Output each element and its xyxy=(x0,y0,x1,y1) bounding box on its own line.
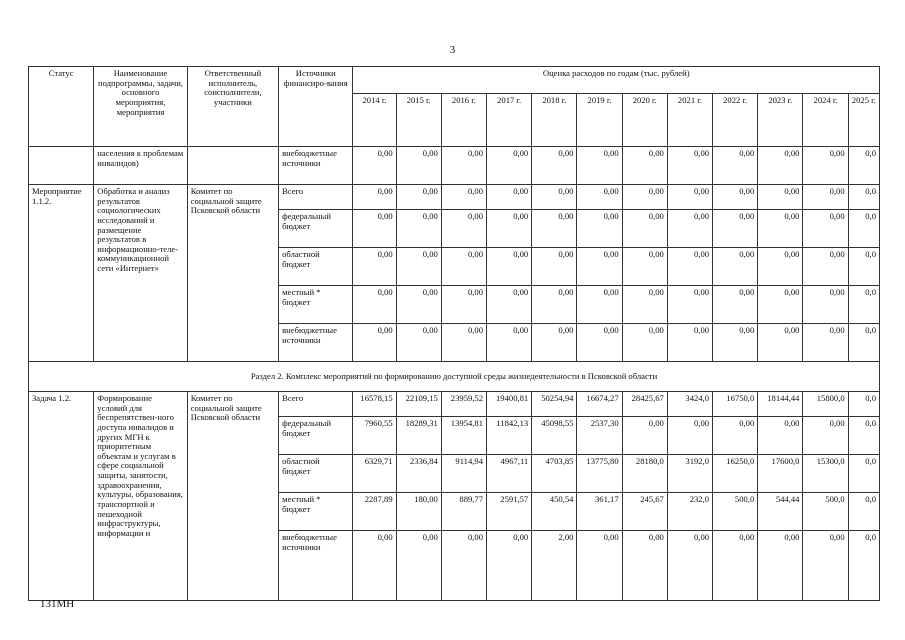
value-cell: 16578,15 xyxy=(353,392,396,417)
name-cell: населения к проблемам инвалидов) xyxy=(94,147,187,185)
executor-cell xyxy=(187,147,278,185)
value-cell: 0,00 xyxy=(441,286,486,324)
value-cell: 9114,94 xyxy=(441,455,486,493)
value-cell: 2287,89 xyxy=(353,493,396,531)
header-estimate: Оценка расходов по годам (тыс. рублей) xyxy=(353,67,880,94)
value-cell: 0,00 xyxy=(353,248,396,286)
year-header: 2019 г. xyxy=(577,94,622,147)
value-cell: 0,00 xyxy=(758,147,803,185)
value-cell: 0,00 xyxy=(353,147,396,185)
value-cell: 0,00 xyxy=(713,531,758,601)
executor-cell: Комитет по социальной защите Псковской области xyxy=(187,185,278,362)
value-cell: 0,00 xyxy=(396,286,441,324)
value-cell: 0,00 xyxy=(577,324,622,362)
value-cell: 0,00 xyxy=(441,147,486,185)
value-cell: 15300,0 xyxy=(803,455,848,493)
value-cell: 889,77 xyxy=(441,493,486,531)
value-cell: 4967,11 xyxy=(487,455,532,493)
year-header: 2025 г. xyxy=(848,94,879,147)
value-cell: 0,0 xyxy=(848,210,879,248)
table-row xyxy=(29,392,880,417)
source-cell: федеральный бюджет xyxy=(279,417,353,455)
value-cell: 0,00 xyxy=(577,185,622,210)
value-cell: 0,00 xyxy=(758,248,803,286)
value-cell: 0,00 xyxy=(622,248,667,286)
value-cell: 0,00 xyxy=(713,185,758,210)
value-cell: 2591,57 xyxy=(487,493,532,531)
value-cell: 0,00 xyxy=(758,286,803,324)
source-cell: областной бюджет xyxy=(279,455,353,493)
value-cell: 0,00 xyxy=(758,185,803,210)
value-cell: 13775,80 xyxy=(577,455,622,493)
value-cell: 4703,85 xyxy=(532,455,577,493)
value-cell: 0,00 xyxy=(577,286,622,324)
source-cell: внебюджетные источники xyxy=(279,324,353,362)
value-cell: 11842,13 xyxy=(487,417,532,455)
source-cell: областной бюджет xyxy=(279,248,353,286)
value-cell: 3192,0 xyxy=(667,455,712,493)
year-header: 2015 г. xyxy=(396,94,441,147)
source-cell: Всего xyxy=(279,392,353,417)
value-cell: 0,00 xyxy=(667,185,712,210)
value-cell: 22109,15 xyxy=(396,392,441,417)
value-cell: 232,0 xyxy=(667,493,712,531)
value-cell: 0,00 xyxy=(353,210,396,248)
value-cell: 0,00 xyxy=(577,531,622,601)
value-cell: 0,00 xyxy=(532,248,577,286)
year-header: 2014 г. xyxy=(353,94,396,147)
value-cell: 15800,0 xyxy=(803,392,848,417)
value-cell: 0,00 xyxy=(622,531,667,601)
year-header: 2023 г. xyxy=(758,94,803,147)
value-cell: 0,0 xyxy=(848,185,879,210)
value-cell: 23959,52 xyxy=(441,392,486,417)
value-cell: 16250,0 xyxy=(713,455,758,493)
value-cell: 0,00 xyxy=(487,185,532,210)
status-cell: Мероприятие 1.1.2. xyxy=(29,185,94,362)
value-cell: 245,67 xyxy=(622,493,667,531)
value-cell: 0,00 xyxy=(713,324,758,362)
value-cell: 2336,84 xyxy=(396,455,441,493)
value-cell: 0,00 xyxy=(396,147,441,185)
value-cell: 0,00 xyxy=(396,210,441,248)
value-cell: 7960,55 xyxy=(353,417,396,455)
value-cell: 0,00 xyxy=(396,324,441,362)
value-cell: 500,0 xyxy=(803,493,848,531)
value-cell: 2537,30 xyxy=(577,417,622,455)
value-cell: 3424,0 xyxy=(667,392,712,417)
value-cell: 0,00 xyxy=(758,210,803,248)
value-cell: 0,0 xyxy=(848,248,879,286)
value-cell: 0,00 xyxy=(487,286,532,324)
source-cell: местный * бюджет xyxy=(279,493,353,531)
value-cell: 0,0 xyxy=(848,324,879,362)
value-cell: 0,00 xyxy=(622,286,667,324)
header-status: Статус xyxy=(29,67,94,147)
value-cell: 0,00 xyxy=(487,210,532,248)
header-executor: Ответственный исполнитель, соисполнители, участники xyxy=(187,67,278,147)
value-cell: 0,0 xyxy=(848,417,879,455)
source-cell: местный * бюджет xyxy=(279,286,353,324)
value-cell: 0,00 xyxy=(353,324,396,362)
value-cell: 16674,27 xyxy=(577,392,622,417)
value-cell: 0,0 xyxy=(848,455,879,493)
value-cell: 0,00 xyxy=(622,185,667,210)
table-row xyxy=(29,147,880,185)
value-cell: 0,00 xyxy=(622,417,667,455)
value-cell: 0,00 xyxy=(667,248,712,286)
source-cell: Всего xyxy=(279,185,353,210)
value-cell: 0,00 xyxy=(713,417,758,455)
year-header: 2024 г. xyxy=(803,94,848,147)
value-cell: 0,00 xyxy=(532,185,577,210)
value-cell: 0,00 xyxy=(713,147,758,185)
value-cell: 0,00 xyxy=(758,417,803,455)
value-cell: 0,00 xyxy=(532,286,577,324)
value-cell: 180,00 xyxy=(396,493,441,531)
section-title: Раздел 2. Комплекс мероприятий по формированию доступной среды жизнедеятельности в Псковской области xyxy=(29,362,880,392)
value-cell: 0,00 xyxy=(487,248,532,286)
value-cell: 0,00 xyxy=(441,531,486,601)
value-cell: 0,00 xyxy=(803,147,848,185)
value-cell: 500,0 xyxy=(713,493,758,531)
value-cell: 361,17 xyxy=(577,493,622,531)
name-cell: Обработка и анализ результатов социологических исследований и размещение результатов в информационно-теле-коммуникационной сети «Интернет» xyxy=(94,185,187,362)
value-cell: 0,00 xyxy=(667,147,712,185)
value-cell: 0,00 xyxy=(667,417,712,455)
value-cell: 0,00 xyxy=(441,248,486,286)
value-cell: 0,00 xyxy=(532,147,577,185)
source-cell: внебюджетные источники xyxy=(279,147,353,185)
year-header: 2018 г. xyxy=(532,94,577,147)
value-cell: 0,00 xyxy=(396,248,441,286)
value-cell: 0,00 xyxy=(441,324,486,362)
value-cell: 17600,0 xyxy=(758,455,803,493)
section-row xyxy=(29,362,880,392)
value-cell: 0,00 xyxy=(577,147,622,185)
value-cell: 0,00 xyxy=(667,286,712,324)
header-source: Источники финансиро-вания xyxy=(279,67,353,147)
footer-code: 131МН xyxy=(40,598,75,610)
value-cell: 0,00 xyxy=(577,210,622,248)
value-cell: 50254,94 xyxy=(532,392,577,417)
year-header: 2016 г. xyxy=(441,94,486,147)
value-cell: 0,00 xyxy=(803,531,848,601)
value-cell: 0,0 xyxy=(848,493,879,531)
value-cell: 0,00 xyxy=(667,210,712,248)
table-body xyxy=(29,147,880,601)
value-cell: 0,00 xyxy=(532,324,577,362)
value-cell: 0,00 xyxy=(396,185,441,210)
year-header: 2021 г. xyxy=(667,94,712,147)
value-cell: 28425,67 xyxy=(622,392,667,417)
value-cell: 0,0 xyxy=(848,147,879,185)
header-name: Наименование подпрограммы, задачи, основного мероприятия, мероприятия xyxy=(94,67,187,147)
year-header: 2017 г. xyxy=(487,94,532,147)
value-cell: 28180,0 xyxy=(622,455,667,493)
executor-cell: Комитет по социальной защите Псковской области xyxy=(187,392,278,601)
table-row xyxy=(29,185,880,210)
value-cell: 6329,71 xyxy=(353,455,396,493)
value-cell: 0,00 xyxy=(713,248,758,286)
value-cell: 0,00 xyxy=(667,531,712,601)
value-cell: 0,0 xyxy=(848,392,879,417)
value-cell: 0,00 xyxy=(487,147,532,185)
value-cell: 16750,0 xyxy=(713,392,758,417)
value-cell: 450,54 xyxy=(532,493,577,531)
value-cell: 0,00 xyxy=(353,286,396,324)
value-cell: 544,44 xyxy=(758,493,803,531)
value-cell: 0,00 xyxy=(758,324,803,362)
value-cell: 0,00 xyxy=(667,324,712,362)
value-cell: 2,00 xyxy=(532,531,577,601)
value-cell: 0,00 xyxy=(803,286,848,324)
value-cell: 0,00 xyxy=(487,324,532,362)
header-row xyxy=(29,67,880,94)
value-cell: 0,00 xyxy=(713,210,758,248)
source-cell: федеральный бюджет xyxy=(279,210,353,248)
value-cell: 0,00 xyxy=(532,210,577,248)
value-cell: 0,00 xyxy=(353,531,396,601)
value-cell: 0,00 xyxy=(713,286,758,324)
value-cell: 0,00 xyxy=(803,324,848,362)
value-cell: 0,00 xyxy=(622,147,667,185)
value-cell: 0,00 xyxy=(803,185,848,210)
value-cell: 0,00 xyxy=(441,185,486,210)
value-cell: 0,0 xyxy=(848,286,879,324)
year-header: 2020 г. xyxy=(622,94,667,147)
value-cell: 0,00 xyxy=(622,324,667,362)
page-number: 3 xyxy=(449,44,456,56)
value-cell: 0,00 xyxy=(758,531,803,601)
value-cell: 18144,44 xyxy=(758,392,803,417)
value-cell: 18289,31 xyxy=(396,417,441,455)
value-cell: 0,00 xyxy=(396,531,441,601)
value-cell: 45098,55 xyxy=(532,417,577,455)
value-cell: 0,00 xyxy=(577,248,622,286)
source-cell: внебюджетные источники xyxy=(279,531,353,601)
value-cell: 0,00 xyxy=(803,248,848,286)
value-cell: 0,00 xyxy=(441,210,486,248)
value-cell: 0,00 xyxy=(622,210,667,248)
value-cell: 0,00 xyxy=(487,531,532,601)
value-cell: 0,00 xyxy=(803,417,848,455)
value-cell: 0,00 xyxy=(353,185,396,210)
status-cell: Задача 1.2. xyxy=(29,392,94,601)
value-cell: 0,0 xyxy=(848,531,879,601)
value-cell: 19400,81 xyxy=(487,392,532,417)
value-cell: 13954,81 xyxy=(441,417,486,455)
value-cell: 0,00 xyxy=(803,210,848,248)
budget-table xyxy=(28,66,880,601)
name-cell: Формирование условий для беспрепятствен-ного доступа инвалидов и других МГН к приоритетным объектам и услугам в сфере социальной защиты, занятости, здравоохранения, культуры, образования, транспортной и пешеходной инфраструктуры, информации и xyxy=(94,392,187,601)
year-header: 2022 г. xyxy=(713,94,758,147)
status-cell xyxy=(29,147,94,185)
